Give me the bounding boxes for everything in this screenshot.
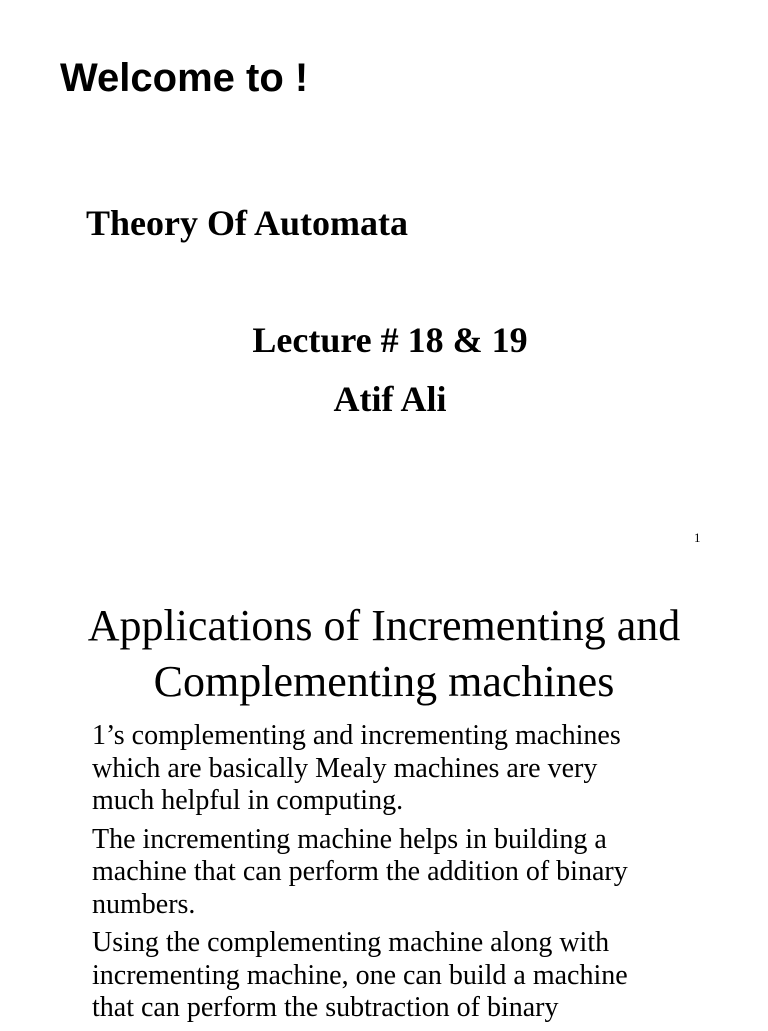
- author-name: Atif Ali: [333, 379, 447, 419]
- body-paragraph: [92, 720, 712, 818]
- body-line: Using the complementing machine along with: [92, 927, 610, 958]
- lecture-number: Lecture # 18 & 19: [252, 320, 528, 360]
- body-line: much helpful in computing.: [92, 785, 404, 816]
- slide-2: [0, 560, 768, 1024]
- body-paragraph: [92, 824, 712, 922]
- welcome-heading: Welcome to !: [60, 56, 309, 100]
- course-title: Theory Of Automata: [86, 203, 408, 243]
- body-line: numbers.: [92, 888, 196, 920]
- page-number: 1: [694, 530, 701, 545]
- body-paragraph: [92, 927, 712, 1025]
- slide-title: [0, 598, 768, 710]
- body-line: incrementing machine, one can build a machine: [92, 959, 628, 991]
- slide-body: [92, 720, 712, 1031]
- body-line: The incrementing machine helps in building a: [92, 823, 607, 855]
- body-line: 1’s complementing and incrementing machines: [92, 720, 621, 751]
- body-line: which are basically Mealy machines are very: [92, 752, 598, 784]
- slide-title-line: Complementing machines: [153, 657, 615, 706]
- slide-title-line: Applications of Incrementing and: [87, 601, 681, 650]
- body-line: machine that can perform the addition of binary: [92, 856, 628, 887]
- body-line: that can perform the subtraction of binary: [92, 992, 559, 1023]
